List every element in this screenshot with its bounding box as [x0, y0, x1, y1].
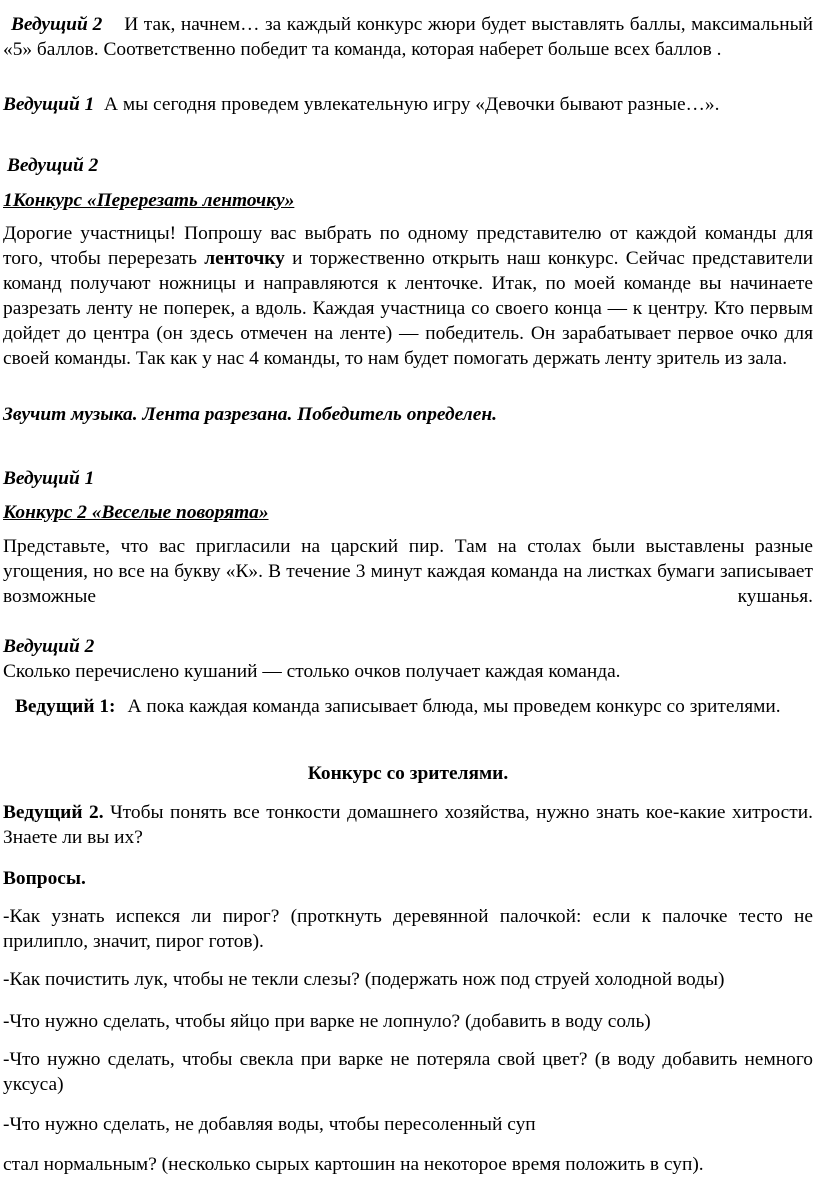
question-item: стал нормальным? (несколько сырых картошин на некоторое время положить в суп). — [3, 1154, 704, 1175]
paragraph-score — [3, 659, 813, 684]
paragraph-audience-intro — [3, 694, 813, 719]
speaker-label: Ведущий 2. — [3, 802, 104, 823]
question-item: -Как почистить лук, чтобы не текли слезы? (подержать нож под струей холодной воды) — [3, 969, 725, 990]
speaker-label: Ведущий 2 — [11, 14, 103, 35]
speaker-heading — [3, 466, 813, 491]
audience-contest-title — [3, 761, 813, 786]
contest-1-text — [3, 221, 813, 371]
paragraph-text: Представьте, что вас пригласили на царский пир. Там на столах были выставлены разные угощения, но все на букву «К». В течение 3 минут каждая команда на листках бумаги записывает возможные кушанья. — [3, 536, 813, 607]
question-item: -Как узнать испекся ли пирог? (проткнуть деревянной палочкой: если к палочке тесто не прилипло, значит, пирог готов). — [3, 906, 813, 952]
contest-title: Конкурс 2 «Веселые поворята» — [3, 502, 269, 523]
section-title: Конкурс со зрителями. — [307, 763, 509, 784]
speaker-label: Ведущий 2 — [7, 155, 99, 176]
bold-word: ленточку — [204, 248, 285, 269]
paragraph-text: Сколько перечислено кушаний — столько очков получает каждая команда. — [3, 661, 621, 682]
paragraph-tricks — [3, 800, 813, 850]
question-item: -Что нужно сделать, чтобы свекла при варке не потеряла свой цвет? (в воду добавить немного уксуса) — [3, 1049, 813, 1095]
speaker-label: Ведущий 1: — [15, 696, 116, 717]
speaker-heading — [3, 153, 813, 178]
contest-2-title — [3, 500, 813, 525]
speaker-heading — [3, 634, 813, 659]
speaker-label: Ведущий 1 — [3, 468, 95, 489]
paragraph-text: А мы сегодня проведем увлекательную игру «Девочки бывают разные…». — [104, 94, 720, 115]
contest-2-text — [3, 534, 813, 609]
paragraph-text: И так, начнем… за каждый конкурс жюри будет выставлять баллы, максимальный «5» баллов. Соответственно победит та команда, которая наберет больше всех баллов . — [3, 14, 813, 60]
question-item: -Что нужно сделать, не добавляя воды, чтобы пересоленный суп — [3, 1114, 536, 1135]
paragraph-text: Дорогие участницы! Попрошу вас выбрать по одному представителю от каждой команды для того, чтобы перерезать — [3, 223, 813, 269]
stage-note-text: Звучит музыка. Лента разрезана. Победитель определен. — [3, 404, 497, 425]
paragraph-text: А пока каждая команда записывает блюда, мы проведем конкурс со зрителями. — [127, 696, 781, 717]
contest-1-title — [3, 188, 813, 213]
questions-label: Вопросы. — [3, 868, 86, 889]
paragraph-text: и торжественно открыть наш конкурс. Сейчас представители команд получают ножницы и направляются к ленточке. Итак, по моей команде вы начинаете разрезать ленту не поперек, а вдоль. Каждая участница со своего конца — к центру. Кто первым дойдет до центра (он здесь отмечен на ленте) — победитель. Он зарабатывает первое очко для своей команды. Так как у нас 4 команды, то нам будет помогать держать ленту зритель из зала. — [3, 248, 813, 369]
speaker-label: Ведущий 2 — [3, 636, 95, 657]
contest-title: 1Конкурс «Перерезать ленточку» — [3, 190, 295, 211]
speaker-label: Ведущий 1 — [3, 94, 95, 115]
question-item: -Что нужно сделать, чтобы яйцо при варке не лопнуло? (добавить в воду соль) — [3, 1011, 651, 1032]
stage-note — [3, 402, 813, 427]
questions-heading — [3, 866, 813, 891]
paragraph-intro — [3, 12, 813, 62]
paragraph-text: Чтобы понять все тонкости домашнего хозяйства, нужно знать кое-какие хитрости. Знаете ли вы их? — [3, 802, 813, 848]
paragraph-game — [3, 92, 813, 117]
